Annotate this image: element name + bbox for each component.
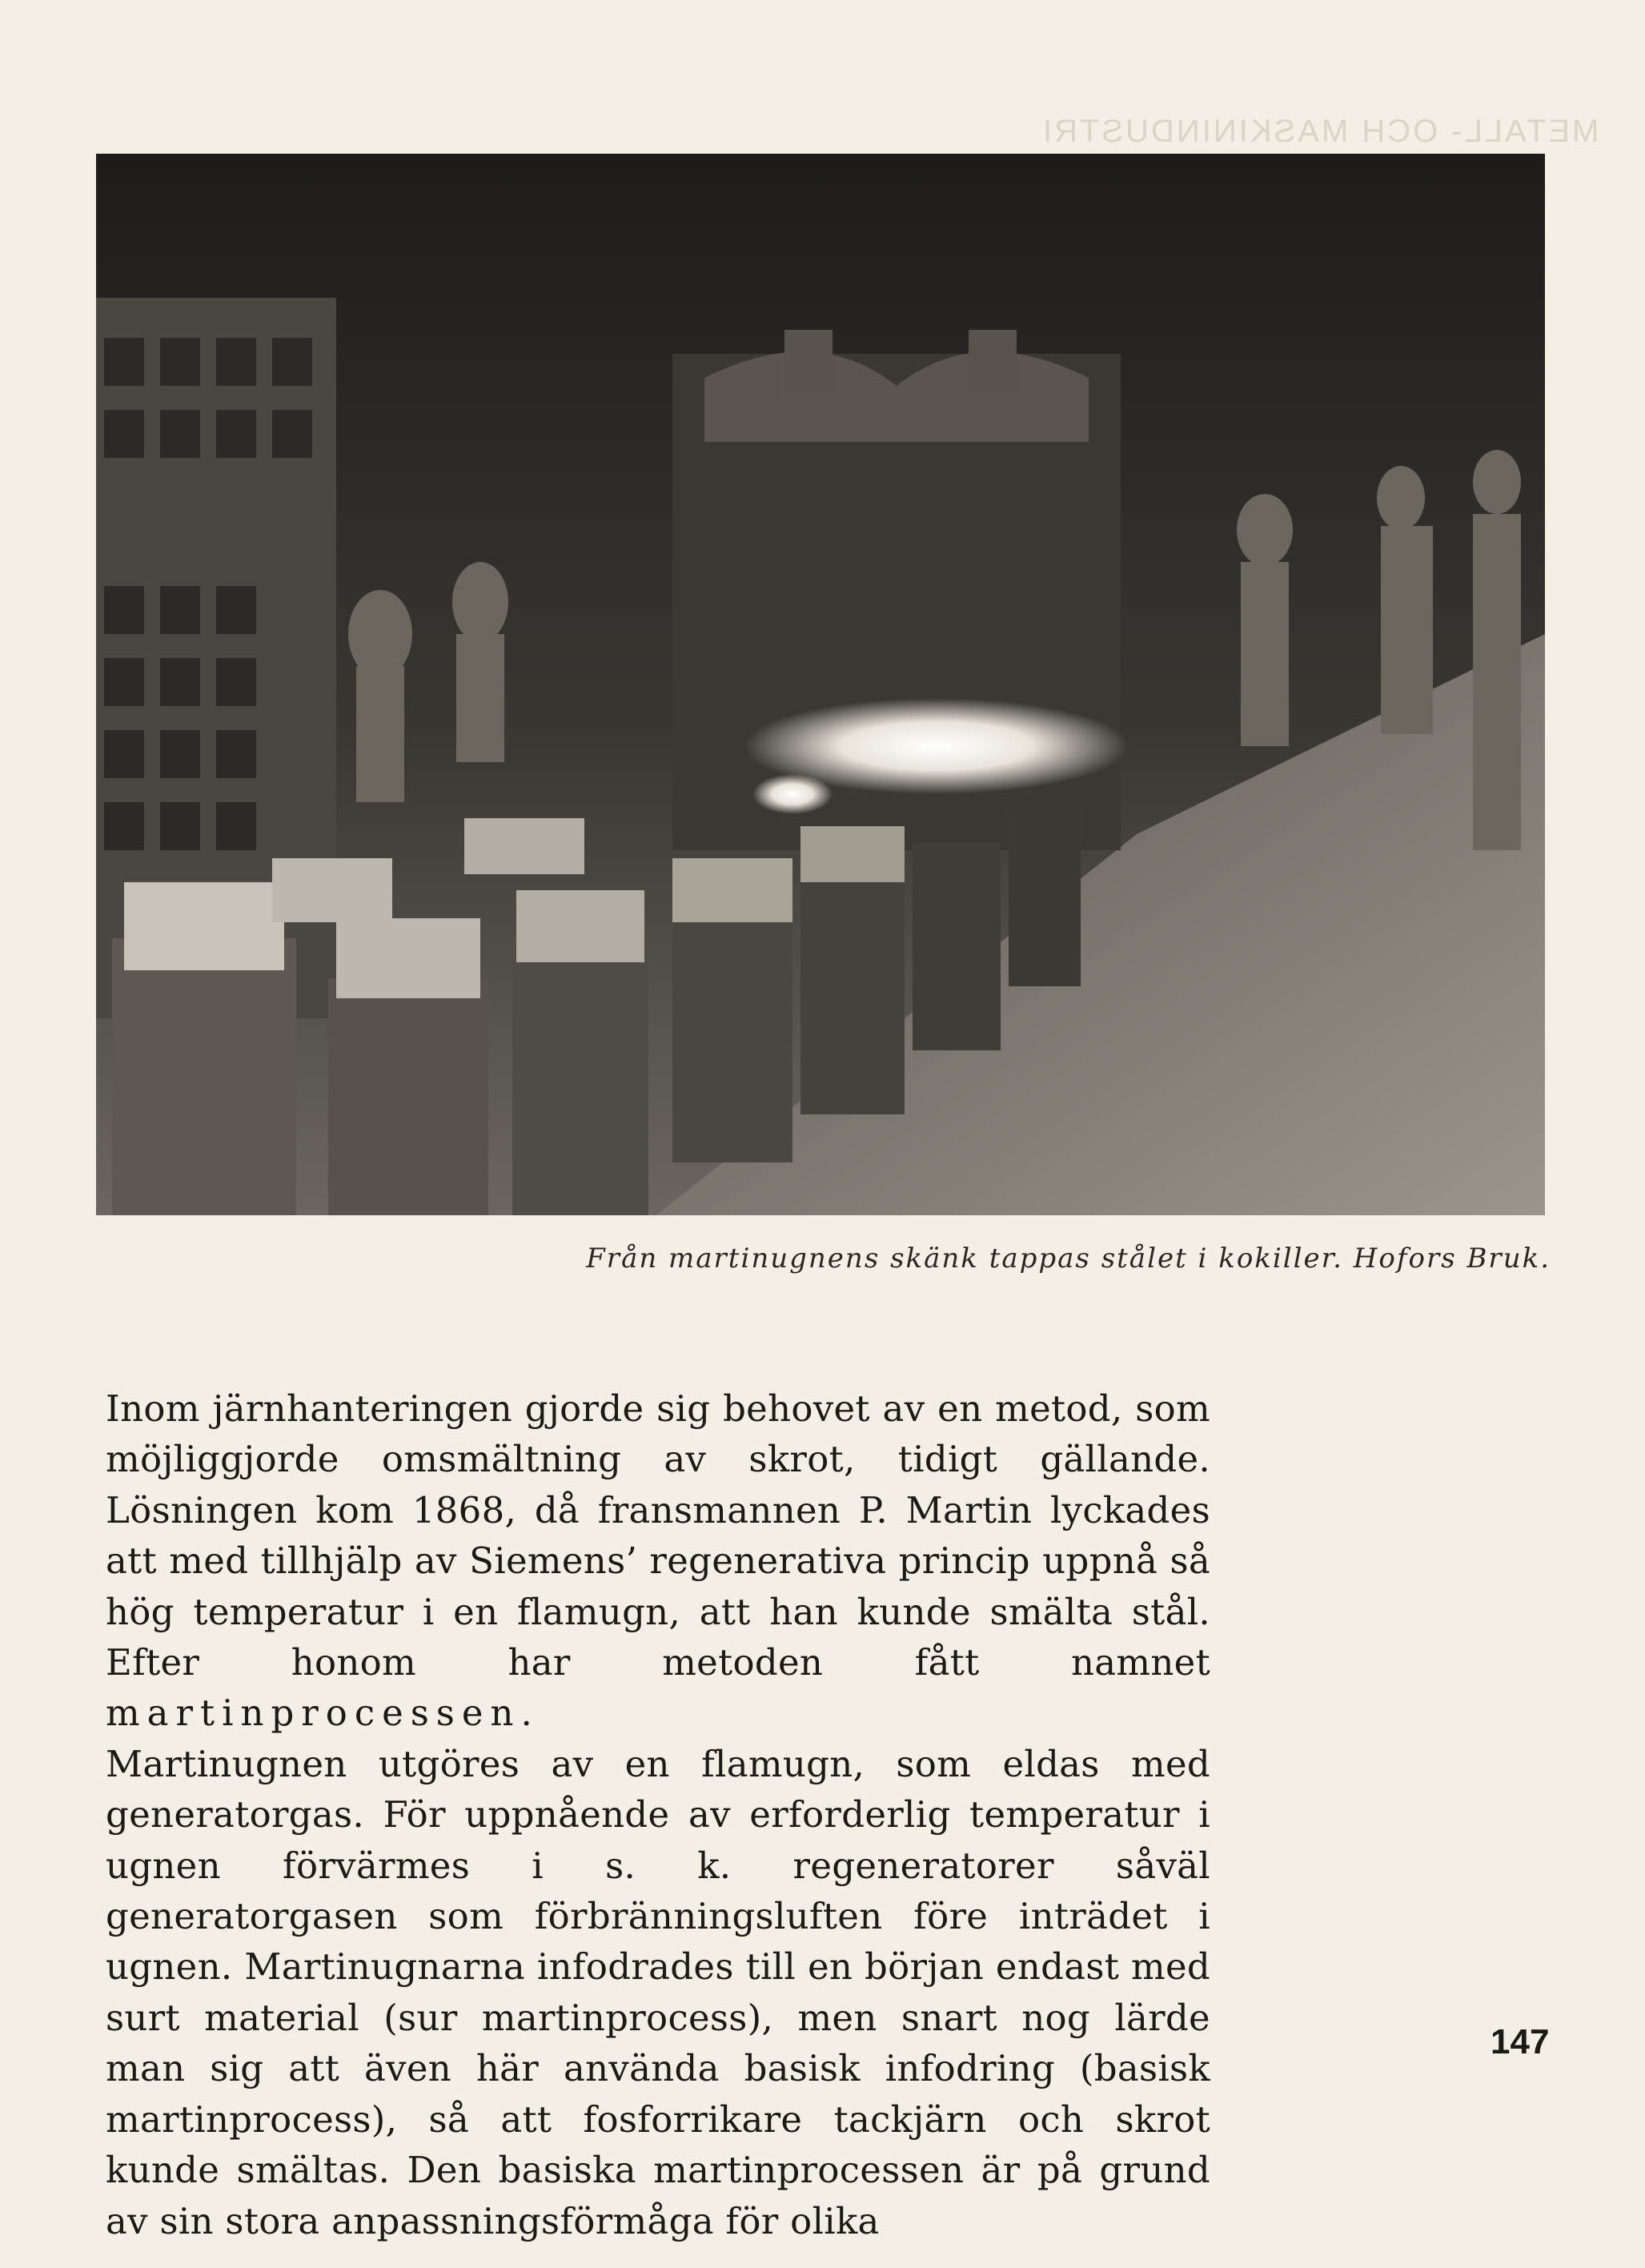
show-through-header: METALL- OCH MASKININDUSTRI — [1041, 114, 1599, 149]
steelworks-photo-icon — [96, 154, 1545, 1215]
paragraph-2: Martinugnen utgöres av en flamugn, som eldas med generatorgas. För uppnående av erforderlig temperatur i ugnen förvärmes i s. k. regeneratorer såväl generatorgasen som förbränningsluften före inträdet i ugnen. Martinugnarna infodrades till en början endast med surt material (sur martinprocess), men snart nog lärde man sig att även här använda basisk infodring (basisk martinprocess), så att fosforrikare tackjärn och skrot kunde smältas. Den basiska martinprocessen är på grund av sin stora anpassningsförmåga för olika — [106, 1742, 1210, 2242]
paragraph-1-end: . — [520, 1692, 533, 1735]
paragraph-1 — [106, 1383, 1210, 1739]
steelworks-photo — [96, 154, 1545, 1215]
page-number: 147 — [1491, 2022, 1550, 2061]
photo-caption: Från martinugnens skänk tappas stålet i kokiller. Hofors Bruk. — [586, 1242, 1551, 1274]
term-martinprocessen: martinprocessen — [106, 1692, 521, 1735]
body-text — [106, 1383, 1210, 2246]
paragraph-1-text: Inom järnhanteringen gjorde sig behovet av en metod, som möjliggjorde omsmältning av skrot, tidigt gällande. Lösningen kom 1868, då fransmannen P. Martin lyckades att med tillhjälp av Siemens’ regenerativa princip uppnå så hög temperatur i en flamugn, att han kunde smälta stål. Efter honom har metoden fått namnet — [106, 1387, 1210, 1684]
